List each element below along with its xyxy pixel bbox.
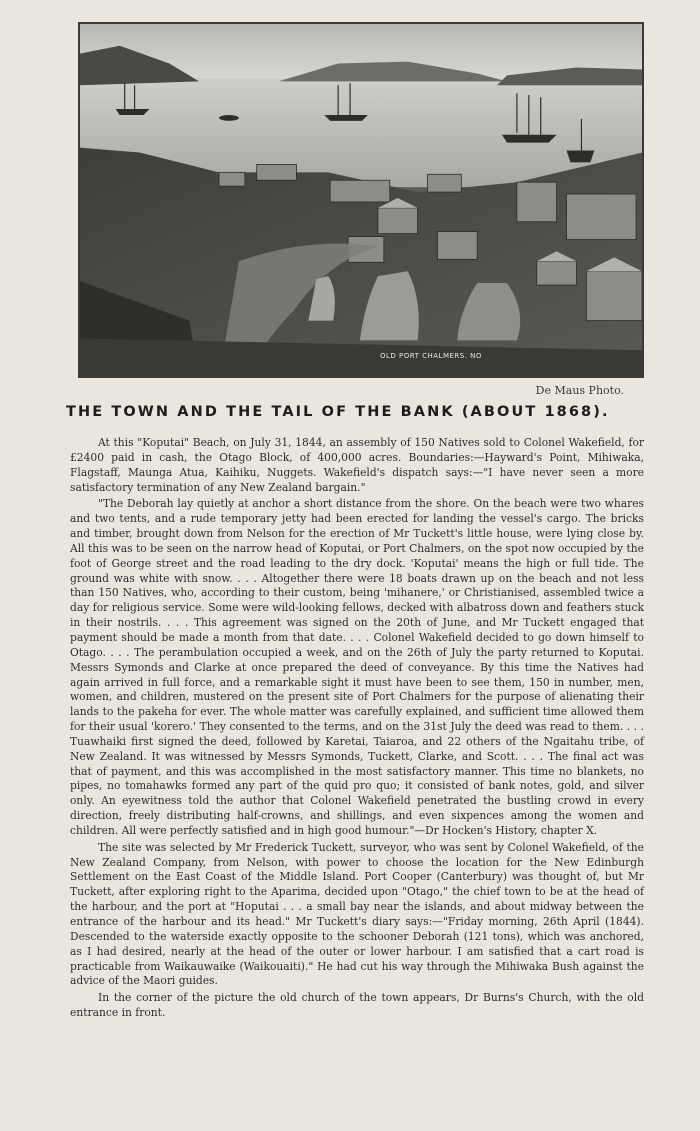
article-body xyxy=(70,436,644,1021)
harbour-scene xyxy=(80,24,642,376)
paragraph-2: "The Deborah lay quietly at anchor a short distance from the shore. On the beach were two whares and two tents, and a rude temporary jetty had been erected for landing the vessel's cargo. The bricks and timber, brought down from Nelson for the erection of Mr Tuckett's little house, were lying close by. All this was to be seen on the narrow head of Koputai, or Port Chalmers, on the spot now occupied by the foot of George street and the road leading to the dry dock. 'Koputai' means the high or full tide. The ground was white with snow. . . . Altogether there were 18 boats drawn up on the beach and not less than 150 Natives, who, according to their custom, being 'mihanere,' or Christianised, assembled twice a day for religious service. Some were wild-looking fellows, decked with albatross down and feathers stuck in their nostrils. . . . This agreement was signed on the 20th of June, and Mr Tuckett engaged that payment should be made a month from that date. . . . Colonel Wakefield decided to go down himself to Otago. . . . The perambulation occupied a week, and on the 26th of July the party returned to Koputai. Messrs Symonds and Clarke at once prepared the deed of conveyance. By this time the Natives had again arrived in full force, and a remarkable sight it must have been to see them, 150 in number, men, women, and children, mustered on the present site of Port Chalmers for the purpose of alienating their lands to the pakeha for ever. The whole matter was carefully explained, and sufficient time allowed them for their usual 'korero.' They consented to the terms, and on the 31st July the deed was read to them. . . . Tuawhaiki first signed the deed, followed by Karetai, Taiaroa, and 22 others of the Ngaitahu tribe, of New Zealand. It was witnessed by Messrs Symonds, Tuckett, Clarke, and Scott. . . . The final act was that of payment, and this was accomplished in the most satisfactory manner. This time no blankets, no pipes, no tomahawks formed any part of the quid pro quo; it consisted of bank notes, gold, and silver only. An eyewitness told the author that Colonel Wakefield penetrated the bustling crowd in every direction, freely distributing half-crowns, and shillings, and even sixpences among the women and children. All were perfectly satisfied and in high good humour."—Dr Hocken's History, chapter X. xyxy=(70,497,644,837)
photo-credit: De Maus Photo. xyxy=(535,384,624,397)
photo-inscription: OLD PORT CHALMERS. NO xyxy=(380,352,482,360)
paragraph-1: At this "Koputai" Beach, on July 31, 1844, an assembly of 150 Natives sold to Colonel Wakefield, for £2400 paid in cash, the Otago Block, of 400,000 acres. Boundaries:—Hayward's Point, Mihiwaka, Flagstaff, Maunga Atua, Kaihiku, Nuggets. Wakefield's dispatch says:—"I have never seen a more satisfactory termination of any New Zealand bargain." xyxy=(70,436,644,494)
page-title: THE TOWN AND THE TAIL OF THE BANK (ABOUT 1868). xyxy=(66,404,610,420)
paragraph-3: The site was selected by Mr Frederick Tuckett, surveyor, who was sent by Colonel Wakefield, of the New Zealand Company, from Nelson, with power to choose the location for the New Edinburgh Settlement on the East Coast of the Middle Island. Port Cooper (Canterbury) was thought of, but Mr Tuckett, after exploring right to the Aparima, decided upon "Otago," the chief town to be at the head of the harbour, and the port at "Hoputai . . . a small bay near the islands, and about midway between the entrance of the harbour and its head." Mr Tuckett's diary says:—"Friday morning, 26th April (1844). Descended to the waterside exactly opposite to the schooner Deborah (121 tons), which was anchored, as I had desired, nearly at the head of the outer or lower harbour. I am satisfied that a cart road is practicable from Waikauwaike (Waikouaiti)." He had cut his way through the Mihiwaka Bush against the advice of the Maori guides. xyxy=(70,840,644,988)
paragraph-4: In the corner of the picture the old church of the town appears, Dr Burns's Church, with the old entrance in front. xyxy=(70,991,644,1020)
historical-photograph xyxy=(78,22,644,378)
